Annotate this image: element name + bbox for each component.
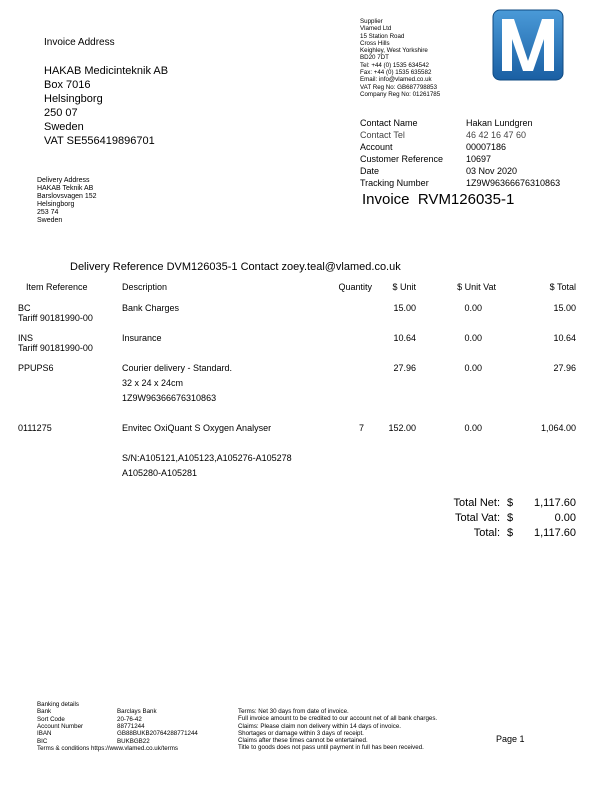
totals-block [420, 496, 580, 544]
item-unit-vat: 0.00 [464, 333, 482, 343]
invoice-address-line: Box 7016 [44, 79, 91, 91]
item-unit-price: 15.00 [393, 303, 416, 313]
header-unit-vat: $ Unit Vat [457, 282, 496, 292]
invoice-number: RVM126035-1 [417, 191, 515, 208]
total-label: Total: [473, 527, 500, 539]
delivery-address-line: Helsingborg [37, 201, 75, 208]
total-value: 1,117.60 [533, 527, 576, 539]
bic-value: BUKBGB22 [117, 737, 150, 745]
header-total: $ Total [549, 282, 576, 292]
contact-tel-label: Contact Tel [360, 130, 405, 140]
delivery-address-line: Barslovsvagen 152 [37, 193, 97, 200]
vlamed-logo-icon [492, 9, 564, 81]
header-quantity: Quantity [338, 282, 372, 292]
item-description: Courier delivery - Standard. [122, 363, 233, 373]
item-total: 10.64 [553, 333, 576, 343]
tracking-number-value: 1Z9W96366676310863 [466, 178, 561, 188]
delivery-address-line: 253 74 [37, 209, 59, 216]
item-description: Insurance [122, 333, 162, 343]
supplier-line: Cross Hills [360, 39, 390, 47]
item-reference: BC [18, 303, 31, 313]
item-unit-vat: 0.00 [464, 303, 482, 313]
contact-info [360, 118, 590, 194]
terms-link[interactable]: Terms & conditions https://www.vlamed.co.uk/terms [37, 744, 178, 752]
iban-value: GB88BUKB20764288771244 [117, 730, 198, 738]
invoice-address-line: Sweden [44, 121, 84, 133]
supplier-line: Email: info@vlamed.co.uk [360, 76, 432, 84]
item-unit-vat: 0.00 [464, 423, 482, 433]
item-reference: INS [18, 333, 34, 343]
bank-label: Bank [37, 708, 52, 716]
item-description: Bank Charges [122, 303, 180, 313]
total-net-label: Total Net: [453, 497, 500, 509]
delivery-address-line: HAKAB Teknik AB [37, 185, 94, 192]
account-value: 00007186 [466, 142, 507, 152]
item-description-dimensions: 32 x 24 x 24cm [122, 378, 184, 388]
item-serial-numbers: S/N:A105121,A105123,A105276-A105278 [122, 453, 292, 463]
item-tariff: Tariff 90181990-00 [18, 313, 93, 323]
account-label: Account [360, 142, 393, 152]
supplier-line: Fax: +44 (0) 1535 635582 [360, 69, 432, 77]
supplier-line: Company Reg No: 01261785 [360, 90, 441, 98]
supplier-line: Vlamed Ltd [360, 25, 392, 33]
item-unit-price: 27.96 [393, 363, 416, 373]
invoice-title [362, 191, 514, 209]
invoice-address-heading: Invoice Address [44, 37, 115, 48]
customer-reference-value: 10697 [466, 154, 492, 164]
header-item-reference: Item Reference [26, 282, 88, 292]
supplier-line: Tel: +44 (0) 1535 634542 [360, 61, 429, 69]
bic-label: BIC [37, 737, 48, 745]
item-total: 15.00 [553, 303, 576, 313]
delivery-address [37, 177, 97, 225]
header-description: Description [122, 282, 168, 292]
total-vat-currency: $ [507, 512, 514, 524]
item-total: 27.96 [553, 363, 576, 373]
item-reference: 0111275 [18, 423, 52, 433]
bank-value: Barclays Bank [117, 708, 157, 716]
terms-line: Claims: Please claim non delivery within 14 days of invoice. [238, 722, 402, 730]
sort-code-value: 20-76-42 [117, 715, 142, 723]
invoice-address-line: HAKAB Medicinteknik AB [44, 65, 169, 77]
vat-number: VAT SE556419896701 [44, 135, 155, 147]
date-value: 03 Nov 2020 [466, 166, 518, 176]
account-number-value: 88771244 [117, 722, 145, 730]
supplier-line: BD20 7DT [360, 54, 389, 62]
item-total: 1,064.00 [540, 423, 576, 433]
tracking-number-label: Tracking Number [360, 178, 429, 188]
item-quantity: 7 [358, 423, 364, 433]
total-vat-value: 0.00 [554, 512, 576, 524]
item-description-tracking: 1Z9W96366676310863 [122, 393, 217, 403]
banking-details [37, 701, 237, 761]
contact-tel-value: 46 42 16 47 60 [466, 130, 527, 140]
item-reference: PPUPS6 [18, 363, 54, 373]
date-label: Date [360, 166, 380, 176]
item-description: Envitec OxiQuant S Oxygen Analyser [122, 423, 272, 433]
contact-name-label: Contact Name [360, 118, 418, 128]
invoice-title-label: Invoice [362, 191, 410, 208]
payment-terms [238, 708, 437, 752]
item-tariff: Tariff 90181990-00 [18, 343, 93, 353]
terms-line: Shortages or damage within 3 days of receipt. [238, 729, 364, 737]
delivery-address-heading: Delivery Address [37, 177, 90, 184]
invoice-address-line: Helsingborg [44, 93, 103, 105]
delivery-reference: Delivery Reference DVM126035-1 Contact zoey.teal@vlamed.co.uk [70, 261, 401, 273]
supplier-line: Supplier [360, 18, 383, 25]
iban-label: IBAN [37, 730, 52, 738]
terms-line: Title to goods does not pass until payment in full has been received. [238, 744, 424, 752]
invoice-address-line: 250 07 [44, 107, 78, 119]
terms-line: Terms: Net 30 days from date of invoice. [238, 708, 349, 715]
supplier-line: VAT Reg No: GB687798853 [360, 83, 438, 91]
total-net-currency: $ [507, 497, 514, 509]
item-unit-vat: 0.00 [464, 363, 482, 373]
delivery-address-line: Sweden [37, 217, 63, 224]
contact-name-value: Hakan Lundgren [466, 118, 533, 128]
total-vat-label: Total Vat: [454, 512, 500, 524]
customer-reference-label: Customer Reference [360, 154, 444, 164]
total-currency: $ [507, 527, 514, 539]
item-unit-price: 152.00 [388, 423, 416, 433]
terms-line: Full invoice amount to be credited to our account net of all bank charges. [238, 715, 438, 723]
terms-line: Claims after these times cannot be entertained. [238, 737, 368, 745]
item-serial-numbers-cont: A105280-A105281 [122, 468, 198, 478]
header-unit: $ Unit [392, 282, 416, 292]
supplier-block [360, 18, 440, 98]
item-unit-price: 10.64 [393, 333, 416, 343]
total-net-value: 1,117.60 [533, 497, 576, 509]
supplier-line: 15 Station Road [360, 32, 405, 40]
page-number: Page 1 [496, 734, 525, 744]
account-number-label: Account Number [37, 722, 84, 730]
banking-heading: Banking details [37, 701, 79, 708]
supplier-line: Keighley, West Yorkshire [360, 47, 428, 55]
sort-code-label: Sort Code [37, 715, 65, 723]
